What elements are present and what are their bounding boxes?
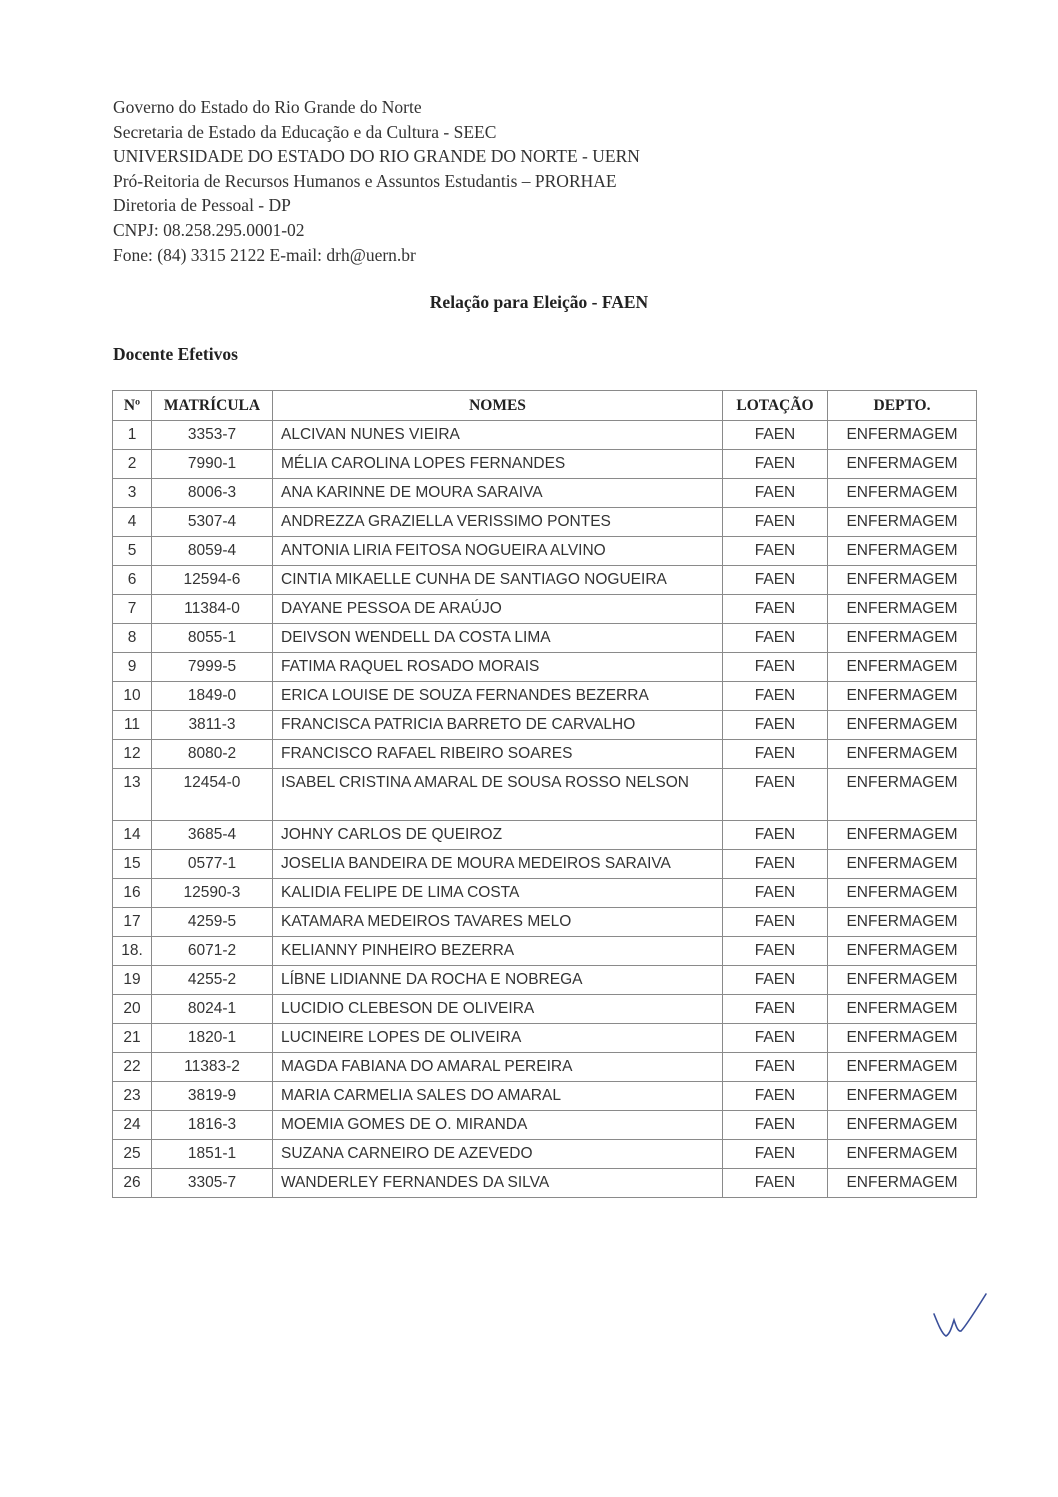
cell-name: DAYANE PESSOA DE ARAÚJO (273, 595, 723, 624)
header-line-cnpj: CNPJ: 08.258.295.0001-02 (113, 219, 305, 240)
cell-number: 21 (113, 1024, 152, 1053)
cell-name: ANTONIA LIRIA FEITOSA NOGUEIRA ALVINO (273, 537, 723, 566)
cell-name: LUCIDIO CLEBESON DE OLIVEIRA (273, 995, 723, 1024)
cell-department: ENFERMAGEM (828, 711, 977, 740)
cell-registration: 1820-1 (152, 1024, 273, 1053)
table-row (113, 879, 977, 908)
cell-registration: 8080-2 (152, 740, 273, 769)
column-header-names: NOMES (273, 391, 723, 421)
cell-registration: 4259-5 (152, 908, 273, 937)
cell-unit: FAEN (723, 908, 828, 937)
cell-unit: FAEN (723, 769, 828, 821)
cell-number: 25 (113, 1140, 152, 1169)
cell-number: 19 (113, 966, 152, 995)
table-row (113, 711, 977, 740)
cell-name: LUCINEIRE LOPES DE OLIVEIRA (273, 1024, 723, 1053)
cell-number: 5 (113, 537, 152, 566)
table-body (113, 421, 977, 1198)
table-row (113, 1053, 977, 1082)
cell-unit: FAEN (723, 740, 828, 769)
header-line-university: UNIVERSIDADE DO ESTADO DO RIO GRANDE DO NORTE - UERN (113, 146, 640, 167)
cell-name: FRANCISCA PATRICIA BARRETO DE CARVALHO (273, 711, 723, 740)
column-header-registration: MATRÍCULA (152, 391, 273, 421)
cell-registration: 1816-3 (152, 1111, 273, 1140)
cell-department: ENFERMAGEM (828, 479, 977, 508)
cell-department: ENFERMAGEM (828, 508, 977, 537)
cell-number: 22 (113, 1053, 152, 1082)
cell-registration: 11384-0 (152, 595, 273, 624)
cell-department: ENFERMAGEM (828, 769, 977, 821)
cell-unit: FAEN (723, 624, 828, 653)
cell-number: 26 (113, 1169, 152, 1198)
cell-registration: 3819-9 (152, 1082, 273, 1111)
column-header-department: DEPTO. (828, 391, 977, 421)
cell-registration: 3353-7 (152, 421, 273, 450)
cell-unit: FAEN (723, 421, 828, 450)
cell-number: 6 (113, 566, 152, 595)
cell-registration: 7990-1 (152, 450, 273, 479)
document-title: Relação para Eleição - FAEN (429, 292, 649, 312)
cell-name: CINTIA MIKAELLE CUNHA DE SANTIAGO NOGUEIRA (273, 566, 723, 595)
cell-registration: 12454-0 (152, 769, 273, 821)
cell-unit: FAEN (723, 1169, 828, 1198)
cell-department: ENFERMAGEM (828, 850, 977, 879)
table-row (113, 450, 977, 479)
table-row (113, 908, 977, 937)
cell-registration: 1851-1 (152, 1140, 273, 1169)
cell-name: MAGDA FABIANA DO AMARAL PEREIRA (273, 1053, 723, 1082)
cell-number: 11 (113, 711, 152, 740)
cell-number: 7 (113, 595, 152, 624)
cell-department: ENFERMAGEM (828, 1053, 977, 1082)
cell-unit: FAEN (723, 508, 828, 537)
section-title: Docente Efetivos (113, 344, 238, 364)
cell-registration: 8055-1 (152, 624, 273, 653)
cell-registration: 6071-2 (152, 937, 273, 966)
column-header-unit: LOTAÇÃO (723, 391, 828, 421)
cell-registration: 1849-0 (152, 682, 273, 711)
cell-department: ENFERMAGEM (828, 740, 977, 769)
cell-number: 18. (113, 937, 152, 966)
cell-number: 24 (113, 1111, 152, 1140)
cell-number: 23 (113, 1082, 152, 1111)
cell-unit: FAEN (723, 537, 828, 566)
cell-unit: FAEN (723, 879, 828, 908)
cell-registration: 8059-4 (152, 537, 273, 566)
table-row (113, 937, 977, 966)
cell-unit: FAEN (723, 1140, 828, 1169)
cell-unit: FAEN (723, 566, 828, 595)
table-row (113, 1169, 977, 1198)
cell-unit: FAEN (723, 1053, 828, 1082)
cell-department: ENFERMAGEM (828, 566, 977, 595)
cell-registration: 4255-2 (152, 966, 273, 995)
column-header-number: Nº (113, 391, 152, 421)
cell-department: ENFERMAGEM (828, 879, 977, 908)
cell-unit: FAEN (723, 653, 828, 682)
cell-department: ENFERMAGEM (828, 1111, 977, 1140)
cell-name: KATAMARA MEDEIROS TAVARES MELO (273, 908, 723, 937)
cell-name: DEIVSON WENDELL DA COSTA LIMA (273, 624, 723, 653)
cell-department: ENFERMAGEM (828, 908, 977, 937)
cell-registration: 8024-1 (152, 995, 273, 1024)
cell-unit: FAEN (723, 682, 828, 711)
staff-table (112, 390, 977, 1198)
table-row (113, 1111, 977, 1140)
header-line-directorate: Diretoria de Pessoal - DP (113, 195, 291, 216)
cell-number: 13 (113, 769, 152, 821)
cell-department: ENFERMAGEM (828, 682, 977, 711)
table-row (113, 821, 977, 850)
cell-name: MOEMIA GOMES DE O. MIRANDA (273, 1111, 723, 1140)
cell-number: 15 (113, 850, 152, 879)
header-line-contact: Fone: (84) 3315 2122 E-mail: drh@uern.br (113, 244, 416, 265)
cell-name: MARIA CARMELIA SALES DO AMARAL (273, 1082, 723, 1111)
cell-number: 17 (113, 908, 152, 937)
cell-number: 10 (113, 682, 152, 711)
cell-department: ENFERMAGEM (828, 1169, 977, 1198)
table-row (113, 624, 977, 653)
cell-number: 1 (113, 421, 152, 450)
cell-name: WANDERLEY FERNANDES DA SILVA (273, 1169, 723, 1198)
cell-department: ENFERMAGEM (828, 937, 977, 966)
cell-registration: 12590-3 (152, 879, 273, 908)
table-row (113, 1082, 977, 1111)
cell-name: FRANCISCO RAFAEL RIBEIRO SOARES (273, 740, 723, 769)
cell-unit: FAEN (723, 1024, 828, 1053)
table-row (113, 682, 977, 711)
cell-number: 3 (113, 479, 152, 508)
table-row (113, 479, 977, 508)
cell-number: 20 (113, 995, 152, 1024)
cell-department: ENFERMAGEM (828, 821, 977, 850)
cell-unit: FAEN (723, 937, 828, 966)
cell-department: ENFERMAGEM (828, 966, 977, 995)
cell-registration: 12594-6 (152, 566, 273, 595)
table-row (113, 995, 977, 1024)
cell-department: ENFERMAGEM (828, 450, 977, 479)
cell-registration: 3305-7 (152, 1169, 273, 1198)
cell-department: ENFERMAGEM (828, 537, 977, 566)
cell-number: 4 (113, 508, 152, 537)
table-row (113, 566, 977, 595)
header-line-government: Governo do Estado do Rio Grande do Norte (113, 97, 422, 117)
cell-name: KELIANNY PINHEIRO BEZERRA (273, 937, 723, 966)
cell-registration: 3685-4 (152, 821, 273, 850)
cell-department: ENFERMAGEM (828, 1024, 977, 1053)
cell-name: ISABEL CRISTINA AMARAL DE SOUSA ROSSO NELSON (273, 769, 723, 821)
cell-unit: FAEN (723, 595, 828, 624)
cell-unit: FAEN (723, 450, 828, 479)
cell-unit: FAEN (723, 850, 828, 879)
handwritten-initial-mark (930, 1290, 990, 1340)
cell-number: 9 (113, 653, 152, 682)
cell-registration: 5307-4 (152, 508, 273, 537)
cell-name: JOHNY CARLOS DE QUEIROZ (273, 821, 723, 850)
cell-number: 12 (113, 740, 152, 769)
cell-name: SUZANA CARNEIRO DE AZEVEDO (273, 1140, 723, 1169)
cell-unit: FAEN (723, 1082, 828, 1111)
cell-registration: 11383-2 (152, 1053, 273, 1082)
table-header-row (113, 391, 977, 421)
cell-registration: 7999-5 (152, 653, 273, 682)
table-row (113, 508, 977, 537)
cell-department: ENFERMAGEM (828, 421, 977, 450)
cell-number: 14 (113, 821, 152, 850)
cell-number: 16 (113, 879, 152, 908)
cell-name: LÍBNE LIDIANNE DA ROCHA E NOBREGA (273, 966, 723, 995)
table-row (113, 595, 977, 624)
table-row (113, 740, 977, 769)
cell-name: MÉLIA CAROLINA LOPES FERNANDES (273, 450, 723, 479)
cell-department: ENFERMAGEM (828, 624, 977, 653)
cell-number: 8 (113, 624, 152, 653)
cell-name: ALCIVAN NUNES VIEIRA (273, 421, 723, 450)
document-title-wrap (0, 292, 1058, 313)
cell-name: ANDREZZA GRAZIELLA VERISSIMO PONTES (273, 508, 723, 537)
cell-department: ENFERMAGEM (828, 595, 977, 624)
header-line-secretariat: Secretaria de Estado da Educação e da Cultura - SEEC (113, 121, 497, 142)
cell-department: ENFERMAGEM (828, 995, 977, 1024)
table-row (113, 421, 977, 450)
cell-name: JOSELIA BANDEIRA DE MOURA MEDEIROS SARAIVA (273, 850, 723, 879)
cell-unit: FAEN (723, 966, 828, 995)
cell-unit: FAEN (723, 995, 828, 1024)
cell-number: 2 (113, 450, 152, 479)
cell-name: FATIMA RAQUEL ROSADO MORAIS (273, 653, 723, 682)
cell-unit: FAEN (723, 711, 828, 740)
cell-unit: FAEN (723, 821, 828, 850)
table-row (113, 537, 977, 566)
cell-registration: 3811-3 (152, 711, 273, 740)
cell-name: KALIDIA FELIPE DE LIMA COSTA (273, 879, 723, 908)
table-row (113, 1140, 977, 1169)
cell-registration: 0577-1 (152, 850, 273, 879)
table-row (113, 769, 977, 821)
cell-unit: FAEN (723, 479, 828, 508)
cell-registration: 8006-3 (152, 479, 273, 508)
cell-department: ENFERMAGEM (828, 1082, 977, 1111)
table-row (113, 850, 977, 879)
cell-department: ENFERMAGEM (828, 1140, 977, 1169)
cell-unit: FAEN (723, 1111, 828, 1140)
table-row (113, 1024, 977, 1053)
table-row (113, 966, 977, 995)
table-row (113, 653, 977, 682)
cell-name: ERICA LOUISE DE SOUZA FERNANDES BEZERRA (273, 682, 723, 711)
header-line-pro-rectorate: Pró-Reitoria de Recursos Humanos e Assuntos Estudantis – PRORHAE (113, 170, 617, 191)
cell-name: ANA KARINNE DE MOURA SARAIVA (273, 479, 723, 508)
cell-department: ENFERMAGEM (828, 653, 977, 682)
institution-header (113, 95, 640, 267)
